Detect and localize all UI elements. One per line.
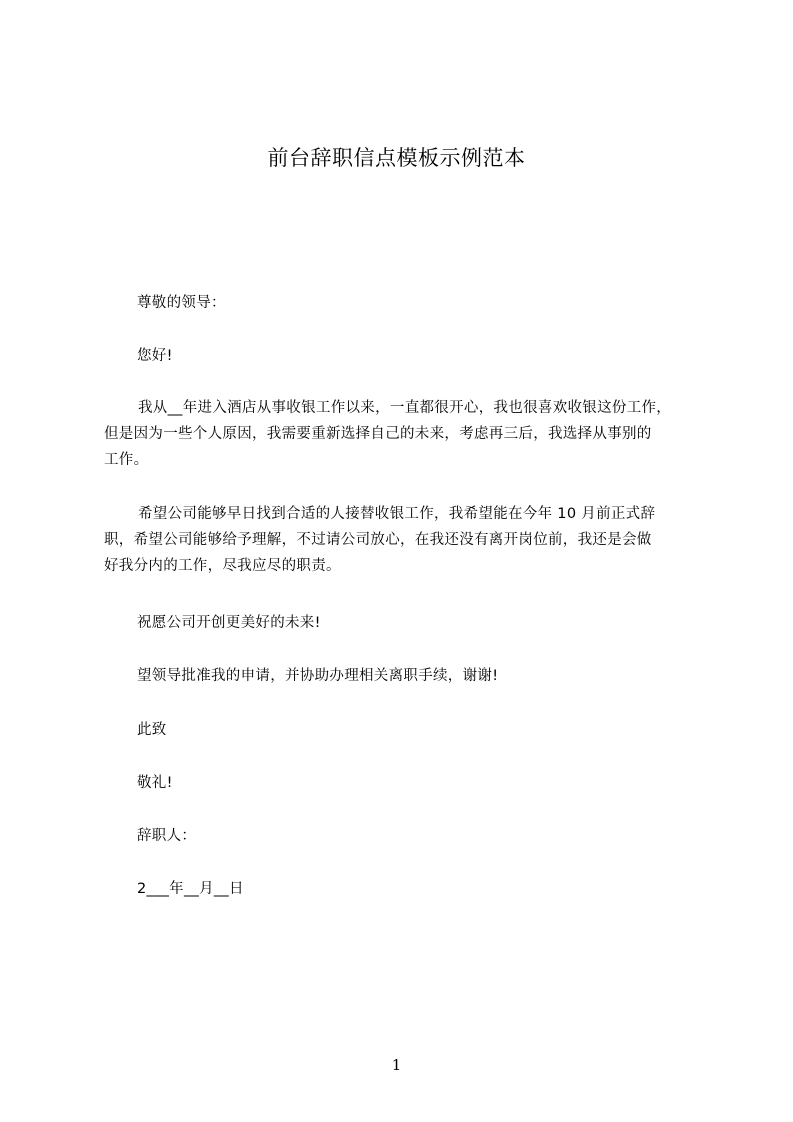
- paragraph-2-line-1: 希望公司能够早日找到合适的人接替收银工作，我希望能在今年 10 月前正式辞: [138, 506, 656, 522]
- signer-line: 辞职人：: [137, 828, 197, 844]
- date-line: 2___年__月__日: [137, 881, 244, 897]
- paragraph-1-line-2: 但是因为一些个人原因，我需要重新选择自己的未来，考虑再三后，我选择从事别的: [104, 426, 652, 442]
- paragraph-2-line-3: 好我分内的工作，尽我应尽的职责。: [104, 558, 341, 574]
- wish-line: 祝愿公司开创更美好的未来!: [137, 615, 321, 631]
- closing-line-2: 敬礼!: [137, 775, 173, 791]
- greeting: 您好!: [137, 348, 173, 364]
- salutation: 尊敬的领导：: [137, 295, 226, 311]
- document-title: 前台辞职信点模板示例范本: [267, 146, 526, 170]
- paragraph-1-line-1: 我从__年进入酒店从事收银工作以来，一直都很开心，我也很喜欢收银这份工作，: [138, 400, 672, 416]
- paragraph-2: [104, 501, 704, 579]
- paragraph-1: [104, 395, 704, 473]
- closing-line-1: 此致: [137, 722, 167, 738]
- paragraph-2-line-2: 职，希望公司能够给予理解，不过请公司放心，在我还没有离开岗位前，我还是会做: [104, 532, 652, 548]
- request-line: 望领导批准我的申请，并协助办理相关离职手续，谢谢!: [137, 668, 499, 684]
- paragraph-1-line-3: 工作。: [104, 452, 149, 468]
- page-number: 1: [391, 1056, 402, 1074]
